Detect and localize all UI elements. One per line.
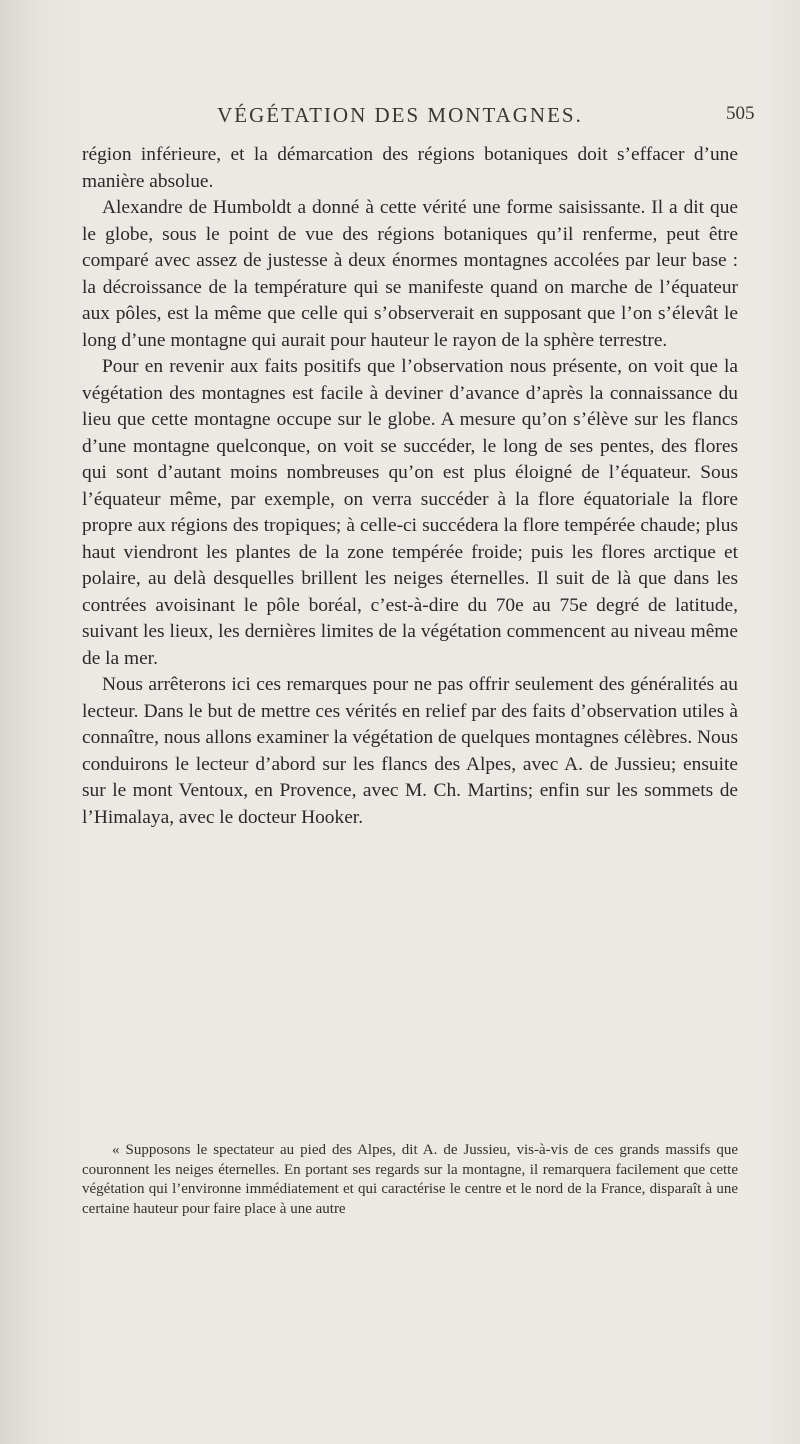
paragraph-montagnes-celebres: Nous arrêterons ici ces remarques pour ne pas offrir seulement des généralités au lecteur. Dans le but de mettre ces vérités en relief par des faits d’observation utiles à connaître, nous allons examiner la végétation de quelques montagnes célèbres. Nous conduirons le lecteur d’abord sur les flancs des Alpes, avec A. de Jussieu; ensuite sur le mont Ventoux, en Provence, avec M. Ch. Martins; enfin sur les sommets de l’Himalaya, avec le docteur Hooker. xyxy=(82,674,738,828)
paragraph-continuation: région inférieure, et la démarcation des régions botaniques doit s’effacer d’une manière absolue. xyxy=(82,144,738,192)
footnote xyxy=(82,1141,738,1219)
paragraph-humboldt: Alexandre de Humboldt a donné à cette vérité une forme saisissante. Il a dit que le globe, sous le point de vue des régions botaniques qu’il renferme, peut être comparé avec assez de justesse à deux énormes montagnes accolées par leur base : la décroissance de la température qui se manifeste quand on marche de l’équateur aux pôles, est la même que celle qui s’observerait en supposant que l’on s’élevât le long d’une montagne qui aurait pour hauteur le rayon de la sphère terrestre. xyxy=(82,197,738,351)
footnote-text: « Supposons le spectateur au pied des Alpes, dit A. de Jussieu, vis-à-vis de ces grands massifs que couronnent les neiges éternelles. En portant ses regards sur la montagne, il remarquera facilement que cette végétation qui l’environne immédiatement et qui caractérise le centre et le nord de la France, disparaît à une certaine hauteur pour faire place à une autre xyxy=(82,1142,738,1217)
body-text xyxy=(82,142,738,831)
running-title: VÉGÉTATION DES MONTAGNES. xyxy=(217,103,583,127)
page-number: 505 xyxy=(726,103,755,124)
paragraph-flores: Pour en revenir aux faits positifs que l’observation nous présente, on voit que la végétation des montagnes est facile à deviner d’avance d’après la connaissance du lieu que cette montagne occupe sur le globe. A mesure qu’on s’élève sur les flancs d’une montagne quelconque, on voit se succéder, le long de ses pentes, des flores qui sont d’autant moins nombreuses qu’on est plus éloigné de l’équateur. Sous l’équateur même, par exemple, on verra succéder à la flore équatoriale la flore propre aux régions des tropiques; à celle-ci succédera la flore tempérée chaude; plus haut viendront les plantes de la zone tempérée froide; puis les flores arctique et polaire, au delà desquelles brillent les neiges éternelles. Il suit de là que dans les contrées avoisinant le pôle boréal, c’est-à-dire du 70e au 75e degré de latitude, suivant les lieux, les dernières limites de la végétation commencent au niveau même de la mer. xyxy=(82,356,738,669)
